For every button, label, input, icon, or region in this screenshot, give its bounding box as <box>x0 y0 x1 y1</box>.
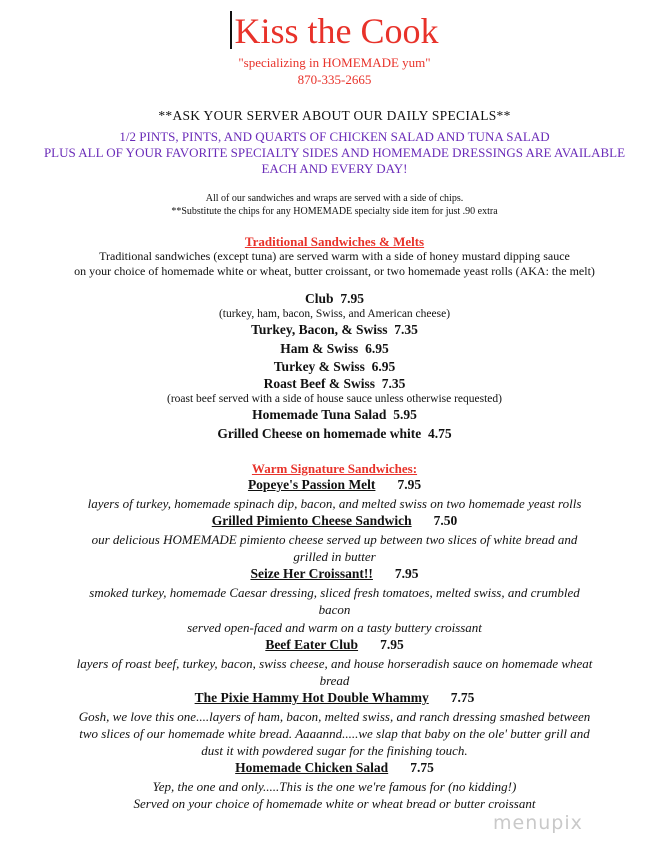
chips-note-1: All of our sandwiches and wraps are served with a side of chips. <box>205 193 464 204</box>
tagline: "specializing in HOMEMADE yum" <box>238 55 431 70</box>
menu-item: Homemade Chicken Salad 7.75 <box>235 760 434 775</box>
watermark-logo: menupix <box>493 812 583 834</box>
traditional-heading: Traditional Sandwiches & Melts <box>244 234 425 249</box>
restaurant-title: Kiss the Cook <box>0 10 669 52</box>
signature-heading: Warm Signature Sandwiches: <box>251 461 418 476</box>
menu-item: Turkey, Bacon, & Swiss 7.35 <box>251 322 418 337</box>
traditional-desc-1: Traditional sandwiches (except tuna) are served warm with a side of honey mustard dipping sauce <box>99 249 570 263</box>
menu-item: Club 7.95 <box>305 291 364 306</box>
item-desc: smoked turkey, homemade Caesar dressing, sliced fresh tomatoes, melted swiss, and crumbled <box>89 585 580 600</box>
item-desc: Gosh, we love this one....layers of ham, bacon, melted swiss, and ranch dressing smashed between <box>78 709 591 724</box>
item-desc: layers of turkey, homemade spinach dip, bacon, and melted swiss on two homemade yeast rolls <box>87 496 582 511</box>
menu-item: The Pixie Hammy Hot Double Whammy 7.75 <box>194 690 475 705</box>
chips-note-2: **Substitute the chips for any HOMEMADE specialty side item for just .90 extra <box>171 206 498 217</box>
menu-item: Popeye's Passion Melt 7.95 <box>247 477 422 492</box>
menu-item-note: (turkey, ham, bacon, Swiss, and American cheese) <box>218 308 451 320</box>
traditional-desc-2: on your choice of homemade white or wheat, butter croissant, or two homemade yeast rolls (AKA: the melt) <box>74 264 595 278</box>
specials-line-3: EACH AND EVERY DAY! <box>261 161 408 176</box>
item-desc: dust it with powdered sugar for the finishing touch. <box>201 743 468 758</box>
menu-item: Turkey & Swiss 6.95 <box>273 359 396 374</box>
item-desc: layers of roast beef, turkey, bacon, swiss cheese, and house horseradish sauce on homemade wheat <box>76 656 593 671</box>
menu-item: Seize Her Croissant!! 7.95 <box>250 566 419 581</box>
item-desc: Yep, the one and only.....This is the one we're famous for (no kidding!) <box>152 779 517 794</box>
menu-item: Homemade Tuna Salad 5.95 <box>252 407 417 422</box>
menu-item: Grilled Cheese on homemade white 4.75 <box>217 426 452 441</box>
menu-item: Grilled Pimiento Cheese Sandwich 7.50 <box>211 513 458 528</box>
phone-number: 870-335-2665 <box>297 72 372 87</box>
specials-notice: **ASK YOUR SERVER ABOUT OUR DAILY SPECIALS** <box>158 108 511 123</box>
specials-line-1: 1/2 PINTS, PINTS, AND QUARTS OF CHICKEN SALAD AND TUNA SALAD <box>119 129 550 144</box>
menu-item: Beef Eater Club 7.95 <box>265 637 404 652</box>
item-desc: bread <box>319 673 350 688</box>
item-desc: bacon <box>318 602 351 617</box>
item-desc: two slices of our homemade white bread. Aaaannd.....we slap that baby on the ole' butter grill and <box>79 726 590 741</box>
item-desc: served open-faced and warm on a tasty buttery croissant <box>187 620 482 635</box>
menu-item: Roast Beef & Swiss 7.35 <box>263 376 406 391</box>
item-desc: grilled in butter <box>293 549 376 564</box>
menu-item-note: (roast beef served with a side of house sauce unless otherwise requested) <box>167 393 502 405</box>
specials-line-2: PLUS ALL OF YOUR FAVORITE SPECIALTY SIDES AND HOMEMADE DRESSINGS ARE AVAILABLE <box>43 145 626 160</box>
item-desc: Served on your choice of homemade white or wheat bread or butter croissant <box>133 796 536 811</box>
menu-item: Ham & Swiss 6.95 <box>280 341 389 356</box>
text-cursor <box>230 11 232 49</box>
item-desc: our delicious HOMEMADE pimiento cheese served up between two slices of white bread and <box>91 532 578 547</box>
